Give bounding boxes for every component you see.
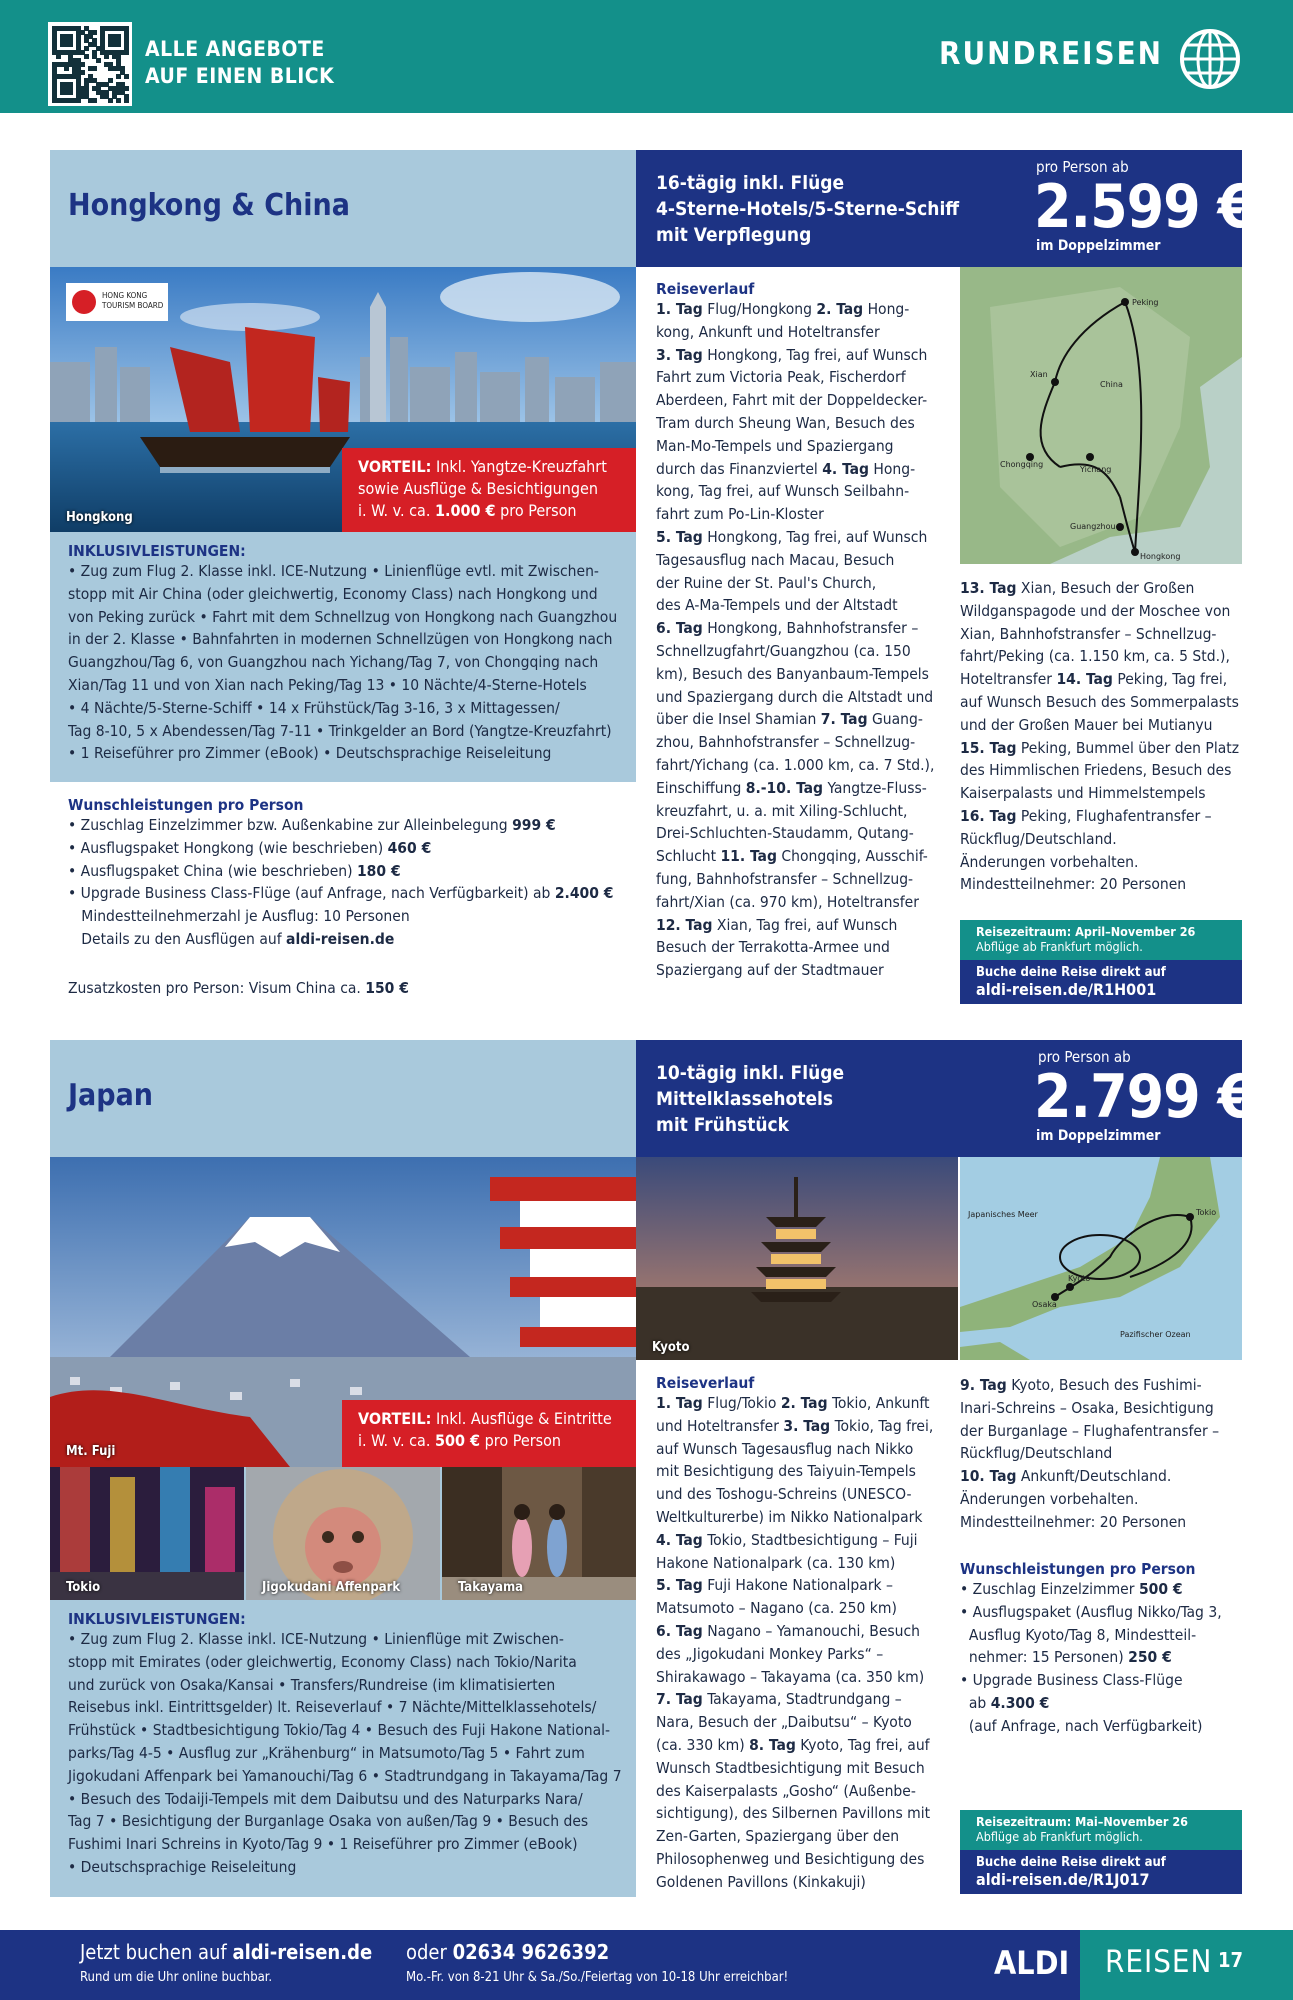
qr-cell — [76, 98, 81, 103]
reiseverlauf-list — [960, 1374, 1260, 1534]
text-line: Hoteltransfer 14. Tag Peking, Tag frei, — [960, 670, 1228, 689]
japan-reiseverlauf — [656, 1374, 956, 1894]
text-line: und Spaziergang durch die Altstadt und — [656, 687, 934, 706]
qr-cell — [104, 54, 109, 59]
map-label: Xian — [1030, 370, 1048, 379]
text-line: fahrt zum Po-Lin-Kloster — [656, 505, 824, 524]
footer-text: oder — [406, 1940, 453, 1964]
text-line — [68, 882, 613, 905]
text-line: Spaziergang auf der Stadtmauer — [656, 961, 884, 980]
period-note: Abflüge ab Frankfurt möglich. — [976, 939, 1143, 954]
text-line: und der Großen Mauer bei Mutianyu — [960, 715, 1213, 734]
text-line: Weltkulturerbe) im Nikko Nationalpark — [656, 1507, 923, 1526]
text-line: km), Besuch des Banyanbaum-Tempels — [656, 664, 929, 683]
qr-cell — [124, 50, 129, 55]
text-line: Wunsch Stadtbesichtigung mit Besuch — [656, 1758, 925, 1777]
text-line: Guangzhou/Tag 6, von Guangzhou nach Yichang/Tag 7, von Chongqing nach — [68, 653, 599, 672]
text-line: Matsumoto – Nagano (ca. 250 km) — [656, 1599, 897, 1618]
kyoto-photo — [636, 1157, 958, 1360]
text-line: • Zug zum Flug 2. Klasse inkl. ICE-Nutzung • Linienflüge evtl. mit Zwischen- — [68, 562, 599, 580]
text-line: und zurück von Osaka/Kansai • Transfers/Rundreise (im klimatisierten — [68, 1675, 556, 1694]
text-line: stopp mit Air China (oder gleichwertig, Economy Class) nach Hongkong und — [68, 584, 598, 603]
vorteil-label: VORTEIL: — [358, 1409, 432, 1428]
wunsch-text: Mindestteilnehmerzahl je Ausflug: 10 Personen — [68, 907, 410, 926]
text-line: Zen-Garten, Spaziergang über den — [656, 1827, 900, 1846]
trip-summary-line: mit Frühstück — [656, 1114, 790, 1136]
text-line — [68, 905, 613, 928]
text-line: der Burganlage – Flughafentransfer – — [960, 1421, 1220, 1440]
hongkong-reiseverlauf-cont — [960, 577, 1260, 896]
wunsch-text: • Upgrade Business Class-Flüge (auf Anfrage, nach Verfügbarkeit) ab — [68, 884, 555, 903]
text-line: parks/Tag 4-5 • Ausflug zur „Krähenburg“ in Matsumoto/Tag 5 • Fahrt zum — [68, 1743, 585, 1762]
text-line: Drei-Schluchten-Staudamm, Qutang- — [656, 824, 914, 843]
zusatz-text: Zusatzkosten pro Person: Visum China ca. — [68, 979, 366, 997]
text-line: Reisebus inkl. Eintrittsgelder) lt. Reiseverlauf • 7 Nächte/Mittelklassehotels/ — [68, 1698, 597, 1717]
photo-caption: Mt. Fuji — [66, 1444, 116, 1459]
photo-caption: Tokio — [66, 1580, 101, 1595]
japan-wunschleistungen — [960, 1560, 1260, 1738]
trip-summary-line: Mittelklassehotels — [656, 1088, 834, 1110]
text-line: 13. Tag Xian, Besuch der Großen — [960, 579, 1195, 597]
map-label: China — [1100, 380, 1123, 389]
text-line: Fahrt zum Victoria Peak, Fischerdorf — [656, 368, 906, 387]
text-line: der Ruine der St. Paul's Church, — [656, 573, 877, 592]
qr-cell — [108, 78, 113, 83]
phone-number[interactable]: 02634 9626392 — [452, 1940, 610, 1964]
vorteil-text: pro Person — [484, 1431, 562, 1450]
text-line: kong, Tag frei, auf Wunsch Seilbahn- — [656, 482, 910, 501]
hongkong-price: 2.599 € — [1034, 172, 1255, 242]
japan-route-map — [960, 1157, 1242, 1360]
text-line: sichtigung), des Silbernen Pavillons mit — [656, 1804, 931, 1823]
vorteil-text: pro Person — [500, 501, 577, 520]
map-label: Hongkong — [1140, 552, 1181, 561]
vorteil-box — [342, 448, 636, 532]
qr-label-line: ALLE ANGEBOTE — [145, 37, 325, 61]
text-line: • 4 Nächte/5-Sterne-Schiff • 14 x Frühstück/Tag 3-16, 3 x Mittagessen/ — [68, 698, 560, 717]
qr-cell — [108, 98, 113, 103]
trip-summary-line: mit Verpflegung — [656, 224, 812, 246]
map-label: Guangzhou — [1070, 522, 1116, 531]
text-line: Änderungen vorbehalten. — [960, 852, 1139, 871]
text-line: • Zug zum Flug 2. Klasse inkl. ICE-Nutzung • Linienflüge mit Zwischen- — [68, 1630, 564, 1648]
text-line: Nara, Besuch der „Daibutsu“ – Kyoto — [656, 1713, 912, 1732]
text-line — [68, 928, 613, 951]
text-line: mit Besichtigung des Taiyuin-Tempels — [656, 1462, 916, 1481]
text-line: Kaiserpalasts und Himmelstempels — [960, 784, 1206, 803]
text-line: Wildganspagode und der Moschee von — [960, 601, 1231, 620]
zusatzkosten — [68, 977, 409, 1000]
text-line: und des Toshogu-Schreins (UNESCO- — [656, 1485, 912, 1504]
map-label: Yichang — [1080, 465, 1112, 474]
text-line: und Hoteltransfer 3. Tag Tokio, Tag frei, — [656, 1416, 934, 1435]
hongkong-wunschleistungen — [68, 796, 613, 951]
text-line: Frühstück • Stadtbesichtigung Tokio/Tag 4 • Besuch des Fuji Hakone National- — [68, 1721, 611, 1740]
qr-cell — [92, 98, 97, 103]
japan-price: 2.799 € — [1034, 1062, 1255, 1132]
text-line: Philosophenweg und Besichtigung des — [656, 1849, 925, 1868]
text-line: 9. Tag Kyoto, Besuch des Fushimi- — [960, 1376, 1202, 1394]
wunsch-title: Wunschleistungen pro Person — [68, 796, 304, 814]
text-line: kong, Ankunft und Hoteltransfer — [656, 322, 880, 341]
price-label: pro Person ab — [1038, 1048, 1131, 1066]
inklusiv-title: INKLUSIVLEISTUNGEN: — [68, 542, 246, 560]
text-line: Rückflug/Deutschland. — [960, 829, 1117, 848]
text-line: Ausflug Kyoto/Tag 8, Mindestteil- — [960, 1625, 1197, 1644]
text-line: (auf Anfrage, nach Verfügbarkeit) — [960, 1716, 1203, 1735]
logo-text: HONG KONG TOURISM BOARD — [102, 291, 164, 310]
photo-caption: Kyoto — [652, 1340, 690, 1355]
text-line: 1. Tag Flug/Hongkong 2. Tag Hong- — [656, 300, 910, 318]
booking-url[interactable]: aldi-reisen.de/R1J017 — [976, 1870, 1150, 1889]
booking-url[interactable]: aldi-reisen.de/R1H001 — [976, 980, 1157, 999]
globe-icon — [1179, 28, 1241, 90]
inklusiv-title: INKLUSIVLEISTUNGEN: — [68, 1610, 246, 1628]
vorteil-amount: 1.000 € — [434, 501, 496, 520]
text-line: • Ausflugspaket (Ausflug Nikko/Tag 3, — [960, 1602, 1222, 1621]
text-line: über die Insel Shamian 7. Tag Guang- — [656, 710, 923, 729]
hong-kong-logo-icon — [72, 290, 96, 314]
hongkong-reiseverlauf — [656, 280, 956, 982]
text-line: Tram durch Sheung Wan, Besuch des — [656, 413, 915, 432]
qr-label — [145, 36, 334, 90]
text-line: durch das Finanzviertel 4. Tag Hong- — [656, 459, 916, 478]
text-line: Xian, Bahnhofstransfer – Schnellzug- — [960, 624, 1217, 643]
page-footer — [0, 1930, 1293, 2000]
text-line: zhou, Bahnhofstransfer – Schnellzug- — [656, 733, 916, 752]
text-line: (ca. 330 km) 8. Tag Kyoto, Tag frei, auf — [656, 1735, 930, 1754]
text-line: Jigokudani Affenpark bei Yamanouchi/Tag 6 • Stadtrundgang in Takayama/Tag 7 — [68, 1766, 622, 1785]
text-line: • Upgrade Business Class-Flüge — [960, 1671, 1183, 1690]
text-line: 10. Tag Ankunft/Deutschland. — [960, 1467, 1172, 1486]
text-line: 6. Tag Hongkong, Bahnhofstransfer – — [656, 619, 919, 638]
brand-reisen: REISEN — [1105, 1944, 1213, 1980]
reiseverlauf-list — [656, 298, 956, 982]
text-line: Xian/Tag 11 und von Xian nach Peking/Tag 13 • 10 Nächte/4-Sterne-Hotels — [68, 675, 587, 694]
booking-text: Buche deine Reise direkt auf — [976, 965, 1166, 980]
qr-cell — [68, 90, 73, 95]
wunsch-amount: aldi-reisen.de — [286, 929, 395, 948]
china-route-map — [960, 267, 1242, 564]
text-line: Mindestteilnehmer: 20 Personen — [960, 875, 1187, 894]
japan-trip-summary — [656, 1060, 844, 1138]
wunsch-amount: 2.400 € — [554, 884, 614, 903]
qr-cell — [96, 58, 101, 63]
qr-cell — [80, 62, 85, 67]
qr-cell — [92, 66, 97, 71]
footer-phone — [406, 1940, 609, 1964]
footer-text: Jetzt buchen auf — [80, 1940, 233, 1964]
qr-cell — [124, 74, 129, 79]
vorteil-amount: 500 € — [434, 1431, 481, 1450]
price-sub: im Doppelzimmer — [1036, 238, 1161, 254]
hongkong-title: Hongkong & China — [68, 188, 350, 223]
footer-subtext: Rund um die Uhr online buchbar. — [80, 1970, 273, 1985]
text-line: Fushimi Inari Schreins in Kyoto/Tag 9 • 1 Reiseführer pro Zimmer (eBook) — [68, 1835, 578, 1854]
footer-subtext: Mo.-Fr. von 8-21 Uhr & Sa./So./Feiertag von 10-18 Uhr erreichbar! — [406, 1970, 789, 1985]
text-line: Rückflug/Deutschland — [960, 1444, 1113, 1463]
wunsch-text: • Zuschlag Einzelzimmer bzw. Außenkabine zur Alleinbelegung — [68, 816, 513, 834]
text-line: 16. Tag Peking, Flughafentransfer – — [960, 806, 1212, 825]
text-line: • Deutschsprachige Reiseleitung — [68, 1857, 297, 1876]
wunsch-text: • Ausflugspaket Hongkong (wie beschrieben) — [68, 838, 388, 857]
vorteil-text: sowie Ausflüge & Besichtigungen — [358, 479, 598, 498]
text-line: 3. Tag Hongkong, Tag frei, auf Wunsch — [656, 345, 928, 364]
reiseverlauf-title: Reiseverlauf — [656, 280, 755, 298]
period-text: Reisezeitraum: April–November 26 — [976, 924, 1196, 939]
wunsch-title: Wunschleistungen pro Person — [960, 1560, 1196, 1578]
text-line: Goldenen Pavillons (Kinkakuji) — [656, 1872, 866, 1891]
booking-text: Buche deine Reise direkt auf — [976, 1855, 1166, 1870]
text-line: Schnellzugfahrt/Guangzhou (ca. 150 — [656, 641, 911, 660]
qr-cell — [116, 98, 121, 103]
text-line: Tag 8-10, 5 x Abendessen/Tag 7-11 • Trinkgelder an Bord (Yangtze-Kreuzfahrt) — [68, 721, 612, 740]
text-line: 12. Tag Xian, Tag frei, auf Wunsch — [656, 915, 898, 934]
text-line: des „Jigokudani Monkey Parks“ – — [656, 1644, 884, 1663]
vorteil-label: VORTEIL: — [358, 457, 432, 476]
footer-link[interactable]: aldi-reisen.de — [232, 1940, 373, 1964]
text-line: 5. Tag Hongkong, Tag frei, auf Wunsch — [656, 527, 928, 546]
wunsch-amount: 460 € — [387, 838, 432, 857]
qr-cell — [64, 66, 69, 71]
qr-cell — [68, 42, 73, 47]
reiseverlauf-list — [656, 1392, 956, 1894]
map-label: Kyoto — [1068, 1274, 1091, 1283]
qr-cell — [56, 54, 61, 59]
text-line: Tag 7 • Besichtigung der Burganlage Osaka von außen/Tag 9 • Besuch des — [68, 1812, 589, 1831]
photo-caption: Hongkong — [66, 510, 133, 525]
period-text: Reisezeitraum: Mai–November 26 — [976, 1814, 1188, 1829]
text-line: ab 4.300 € — [960, 1693, 1050, 1712]
hongkong-inklusiv — [68, 542, 617, 765]
text-line: Man-Mo-Tempels und Spaziergang — [656, 436, 894, 455]
text-line: Einschiffung 8.-10. Tag Yangtze-Fluss- — [656, 778, 927, 797]
text-line: Besuch der Terrakotta-Armee und — [656, 938, 890, 957]
japan-title: Japan — [68, 1078, 153, 1113]
map-label: Peking — [1132, 298, 1159, 307]
text-line: 6. Tag Nagano – Yamanouchi, Besuch — [656, 1621, 921, 1640]
vorteil-text: i. W. v. ca. — [358, 501, 431, 520]
text-line: fahrt/Xian (ca. 970 km), Hoteltransfer — [656, 892, 919, 911]
qr-cell — [124, 98, 129, 103]
text-line: des Kaiserpalasts „Gosho“ (Außenbe- — [656, 1781, 916, 1800]
text-line: nehmer: 15 Personen) 250 € — [960, 1648, 1172, 1667]
text-line: fung, Bahnhofstransfer – Schnellzug- — [656, 869, 914, 888]
page-number: 17 — [1218, 1948, 1244, 1972]
map-label: Chongqing — [1000, 460, 1044, 469]
text-line: Shirakawago – Takayama (ca. 350 km) — [656, 1667, 925, 1686]
wunsch-list — [68, 814, 613, 951]
text-line: Schlucht 11. Tag Chongqing, Ausschif- — [656, 847, 928, 866]
text-line: Änderungen vorbehalten. — [960, 1489, 1139, 1508]
qr-cell — [116, 74, 121, 79]
booking-link[interactable] — [960, 960, 1242, 1004]
inklusiv-list — [68, 1628, 622, 1879]
price-sub: im Doppelzimmer — [1036, 1128, 1161, 1144]
vorteil-box — [342, 1400, 636, 1467]
trip-summary-line: 16-tägig inkl. Flüge — [656, 172, 845, 194]
text-line: Mindestteilnehmer: 20 Personen — [960, 1512, 1187, 1531]
map-label: Pazifischer Ozean — [1120, 1330, 1191, 1339]
text-line: • 1 Reiseführer pro Zimmer (eBook) • Deutschsprachige Reiseleitung — [68, 744, 552, 763]
trip-summary-line: 10-tägig inkl. Flüge — [656, 1062, 845, 1084]
zusatz-amount: 150 € — [365, 979, 409, 997]
text-line: • Besuch des Todaiji-Tempels mit dem Daibutsu und des Naturparks Nara/ — [68, 1789, 583, 1808]
text-line: Tagesausflug nach Macau, Besuch — [656, 550, 895, 569]
text-line — [68, 814, 613, 837]
qr-code[interactable] — [48, 22, 132, 106]
vorteil-text: i. W. v. ca. — [358, 1431, 431, 1450]
qr-cell — [84, 46, 89, 51]
reiseverlauf-list — [960, 577, 1260, 896]
price-label: pro Person ab — [1036, 158, 1129, 176]
text-line: Hakone Nationalpark (ca. 130 km) — [656, 1553, 896, 1572]
inklusiv-list — [68, 560, 617, 765]
section-title: RUNDREISEN — [938, 36, 1163, 72]
text-line: 4. Tag Tokio, Stadtbesichtigung – Fuji — [656, 1530, 918, 1549]
travel-period — [960, 1810, 1242, 1850]
footer-booking — [80, 1940, 372, 1964]
qr-cell — [92, 30, 97, 35]
wunsch-list — [960, 1578, 1260, 1738]
brand-aldi: ALDI — [994, 1944, 1070, 1982]
text-line: 5. Tag Fuji Hakone Nationalpark – — [656, 1576, 894, 1595]
text-line: von Peking zurück • Fahrt mit dem Schnellzug von Hongkong nach Guangzhou — [68, 607, 618, 626]
vorteil-text: Inkl. Yangtze-Kreuzfahrt — [435, 457, 607, 476]
booking-link[interactable] — [960, 1850, 1242, 1894]
text-line: fahrt/Peking (ca. 1.150 km, ca. 5 Std.), — [960, 647, 1230, 666]
text-line: stopp mit Emirates (oder gleichwertig, Economy Class) nach Tokio/Narita — [68, 1652, 577, 1671]
text-line: Inari-Schreins – Osaka, Besichtigung — [960, 1398, 1214, 1417]
qr-cell — [80, 70, 85, 75]
text-line: • Zuschlag Einzelzimmer 500 € — [960, 1580, 1183, 1598]
wunsch-amount: 180 € — [356, 861, 401, 880]
qr-label-line: AUF EINEN BLICK — [145, 64, 335, 88]
text-line: auf Wunsch Tagesausflug nach Nikko — [656, 1439, 914, 1458]
qr-cell — [116, 42, 121, 47]
vorteil-text: Inkl. Ausflüge & Eintritte — [435, 1409, 612, 1428]
map-label: Tokio — [1196, 1208, 1217, 1217]
text-line: in der 2. Klasse • Bahnfahrten in modernen Schnellzügen von Hongkong nach — [68, 630, 613, 649]
text-line: kreuzfahrt, u. a. mit Xiling-Schlucht, — [656, 801, 908, 820]
trip-summary-line: 4-Sterne-Hotels/5-Sterne-Schiff — [656, 198, 960, 220]
japan-inklusiv — [68, 1610, 622, 1879]
page-header — [0, 0, 1293, 113]
photo-caption: Jigokudani Affenpark — [262, 1580, 401, 1595]
period-note: Abflüge ab Frankfurt möglich. — [976, 1829, 1143, 1844]
photo-caption: Takayama — [458, 1580, 524, 1595]
wunsch-amount: 999 € — [512, 816, 556, 834]
wunsch-text: Details zu den Ausflügen auf — [68, 929, 287, 948]
map-label: Osaka — [1032, 1300, 1057, 1309]
text-line: fahrt/Yichang (ca. 1.000 km, ca. 7 Std.), — [656, 755, 935, 774]
hongkong-trip-summary — [656, 170, 959, 248]
map-label: Japanisches Meer — [968, 1210, 1038, 1219]
text-line: 1. Tag Flug/Tokio 2. Tag Tokio, Ankunft — [656, 1394, 930, 1412]
text-line: 15. Tag Peking, Bummel über den Platz — [960, 738, 1240, 757]
text-line: des Himmlischen Friedens, Besuch des — [960, 761, 1232, 780]
reiseverlauf-title: Reiseverlauf — [656, 1374, 755, 1392]
qr-cell — [84, 54, 89, 59]
qr-cell — [124, 86, 129, 91]
text-line: 7. Tag Takayama, Stadtrundgang – — [656, 1690, 902, 1709]
text-line — [68, 860, 613, 883]
text-line — [68, 837, 613, 860]
wunsch-text: • Ausflugspaket China (wie beschrieben) — [68, 861, 357, 880]
text-line: auf Wunsch Besuch des Sommerpalasts — [960, 692, 1239, 711]
travel-period — [960, 920, 1242, 960]
text-line: des A-Ma-Tempels und der Altstadt — [656, 596, 898, 615]
text-line: Aberdeen, Fahrt mit der Doppeldecker- — [656, 391, 928, 410]
japan-reiseverlauf-cont — [960, 1374, 1260, 1534]
